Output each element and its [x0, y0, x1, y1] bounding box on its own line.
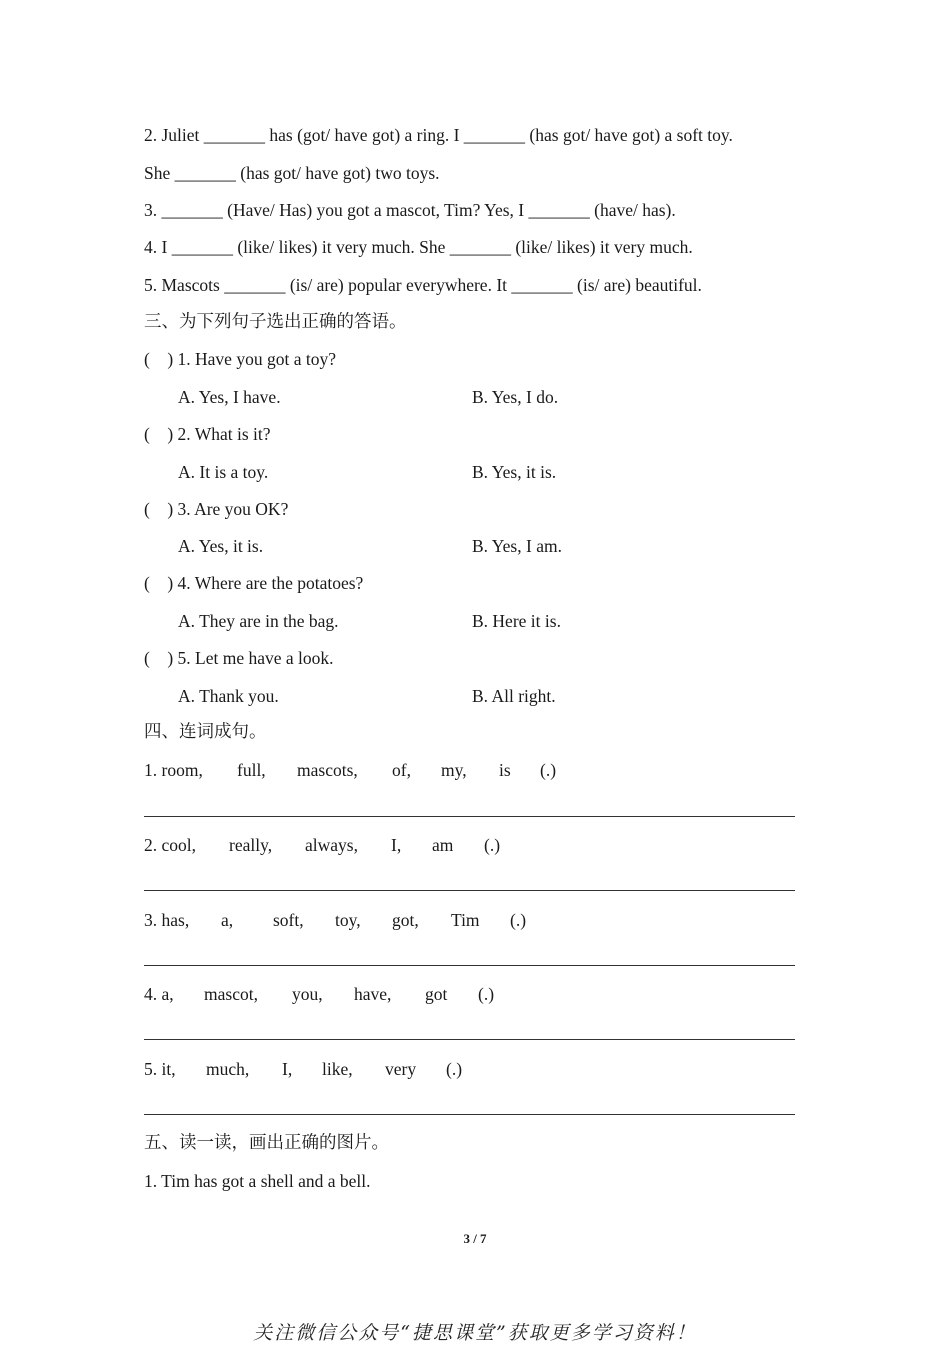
- word: Tim: [451, 910, 480, 930]
- choice-1-option-a: A. Yes, I have.: [178, 387, 281, 407]
- choice-4-option-a: A. They are in the bag.: [178, 611, 339, 631]
- exercise-4-line: 4. I _______ (like/ likes) it very much. She _______ (like/ likes) it very much.: [144, 237, 693, 257]
- word: (.): [510, 910, 527, 930]
- choice-question-1: ( ) 1. Have you got a toy?: [144, 349, 336, 369]
- answer-line-3[interactable]: [144, 965, 795, 966]
- choice-question-5: ( ) 5. Let me have a look.: [144, 648, 334, 668]
- word: very: [385, 1059, 417, 1079]
- word: (.): [540, 760, 557, 780]
- answer-line-1[interactable]: [144, 816, 795, 817]
- word: got: [425, 984, 448, 1004]
- word: 2. cool,: [144, 835, 197, 855]
- word: like,: [322, 1059, 353, 1079]
- choice-2-option-a: A. It is a toy.: [178, 462, 269, 482]
- page-number: 3 / 7: [463, 1231, 487, 1246]
- choice-5-option-a: A. Thank you.: [178, 686, 279, 706]
- exercise-2-line-2: She _______ (has got/ have got) two toys.: [144, 163, 440, 183]
- word: am: [432, 835, 454, 855]
- word: I,: [282, 1059, 293, 1079]
- word: got,: [392, 910, 419, 930]
- choice-question-2: ( ) 2. What is it?: [144, 424, 271, 444]
- choice-question-4: ( ) 4. Where are the potatoes?: [144, 573, 364, 593]
- choice-question-3: ( ) 3. Are you OK?: [144, 499, 289, 519]
- choice-5-option-b: B. All right.: [472, 686, 556, 706]
- word: (.): [446, 1059, 463, 1079]
- section-3-heading: 三、为下列句子选出正确的答语。: [144, 312, 407, 332]
- word: I,: [391, 835, 402, 855]
- answer-line-4[interactable]: [144, 1039, 795, 1040]
- exercise-5-line: 5. Mascots _______ (is/ are) popular everywhere. It _______ (is/ are) beautiful.: [144, 275, 702, 295]
- word: mascots,: [297, 760, 358, 780]
- choice-3-option-b: B. Yes, I am.: [472, 536, 562, 556]
- footer-note: 关注微信公众号“捷思课堂”获取更多学习资料！: [253, 1322, 697, 1344]
- word: 5. it,: [144, 1059, 176, 1079]
- word: (.): [478, 984, 495, 1004]
- word: 4. a,: [144, 984, 174, 1004]
- word: always,: [305, 835, 358, 855]
- word: much,: [206, 1059, 250, 1079]
- section-5-heading: 五、读一读，画出正确的图片。: [144, 1133, 389, 1153]
- word: have,: [354, 984, 392, 1004]
- word: is: [499, 760, 511, 780]
- word: you,: [292, 984, 323, 1004]
- answer-line-5[interactable]: [144, 1114, 795, 1115]
- choice-3-option-a: A. Yes, it is.: [178, 536, 264, 556]
- drawing-question-1: 1. Tim has got a shell and a bell.: [144, 1171, 371, 1191]
- word: 3. has,: [144, 910, 190, 930]
- section-4-heading: 四、连词成句。: [144, 722, 267, 742]
- word: really,: [229, 835, 273, 855]
- word: my,: [441, 760, 467, 780]
- word: soft,: [273, 910, 304, 930]
- choice-2-option-b: B. Yes, it is.: [472, 462, 557, 482]
- exercise-2-line-1: 2. Juliet _______ has (got/ have got) a ring. I _______ (has got/ have got) a soft toy.: [144, 125, 733, 145]
- word: (.): [484, 835, 501, 855]
- choice-4-option-b: B. Here it is.: [472, 611, 561, 631]
- word: full,: [237, 760, 266, 780]
- word: mascot,: [204, 984, 258, 1004]
- word: toy,: [335, 910, 361, 930]
- exercise-3-line: 3. _______ (Have/ Has) you got a mascot, Tim? Yes, I _______ (have/ has).: [144, 200, 676, 220]
- word: a,: [221, 910, 234, 930]
- answer-line-2[interactable]: [144, 890, 795, 891]
- choice-1-option-b: B. Yes, I do.: [472, 387, 559, 407]
- word: of,: [392, 760, 411, 780]
- word: 1. room,: [144, 760, 203, 780]
